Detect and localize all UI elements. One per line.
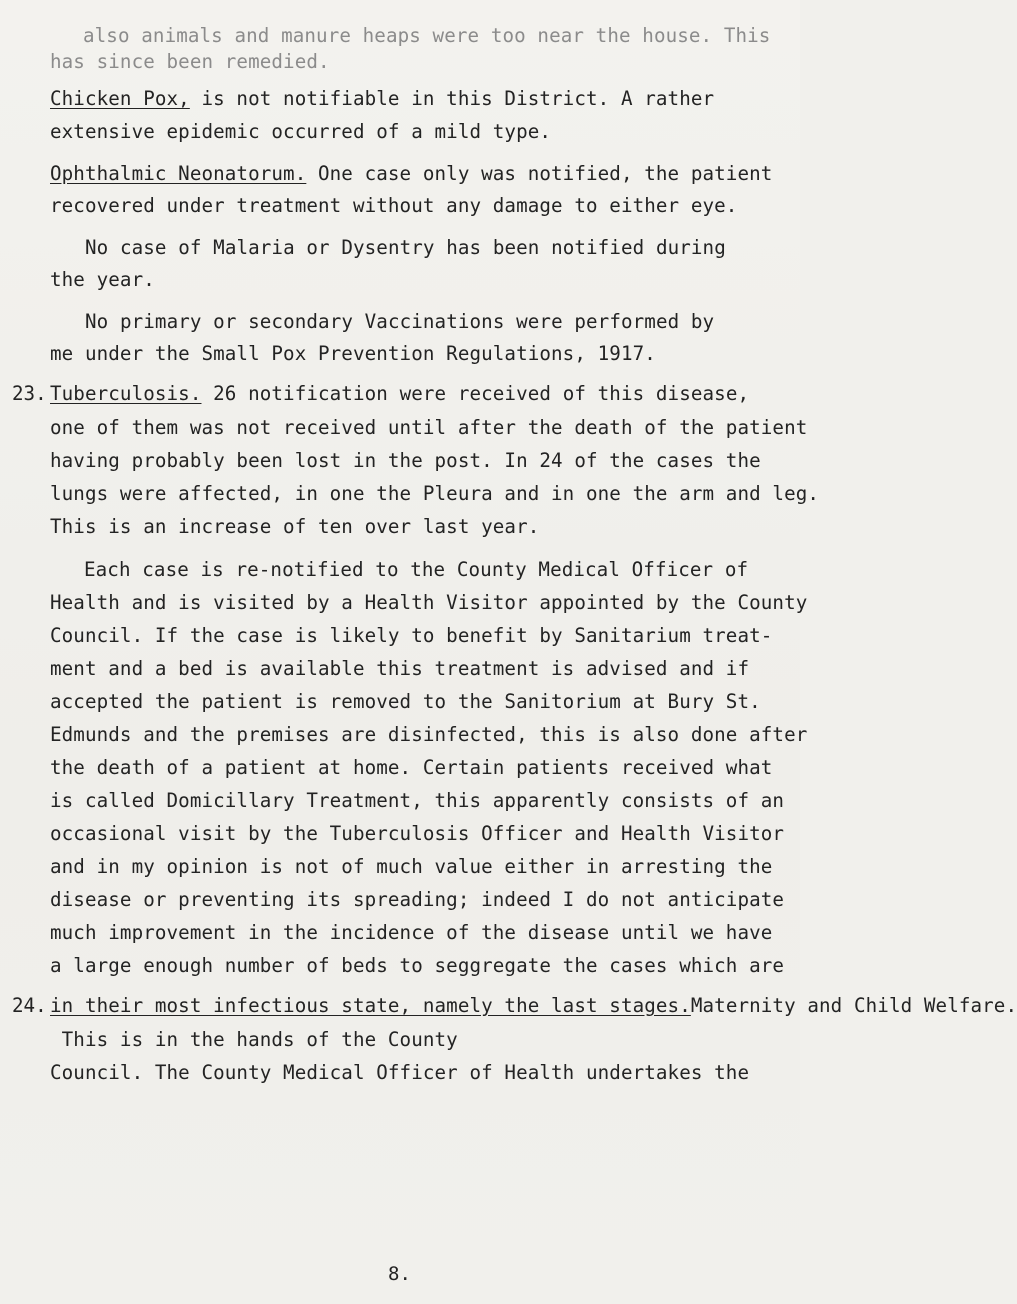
text-line: lungs were affected, in one the Pleura and in one the arm and leg. [50, 482, 820, 505]
text-line: Health and is visited by a Health Visitor appointed by the County [50, 591, 808, 614]
text-line: No case of Malaria or Dysentry has been notified during [85, 236, 726, 259]
text-line: ment and a bed is available this treatment is advised and if [50, 657, 750, 680]
text-line: No primary or secondary Vaccinations were performed by [85, 310, 715, 333]
text-line: is called Domicillary Treatment, this apparently consists of an [50, 789, 785, 812]
text-line: and in my opinion is not of much value either in arresting the [50, 855, 773, 878]
text-line: the year. [50, 268, 155, 291]
text-line: disease or preventing its spreading; indeed I do not anticipate [50, 888, 785, 911]
text-line: Council. The County Medical Officer of Health undertakes the [50, 1061, 750, 1084]
paragraph-chicken-pox [50, 87, 714, 111]
text-line: Each case is re-notified to the County Medical Officer of [84, 558, 749, 581]
section-number-24: 24. [12, 994, 47, 1017]
heading-ophthalmic-neonatorum: Ophthalmic Neonatorum. [50, 162, 307, 185]
text-line: This is in the hands of the County [50, 1028, 458, 1051]
text-line: Edmunds and the premises are disinfected, this is also done after [50, 723, 808, 746]
heading-chicken-pox: Chicken Pox, [50, 87, 190, 110]
text-line: has since been remedied. [50, 50, 330, 73]
heading-tuberculosis: Tuberculosis. [50, 382, 202, 405]
text-line: recovered under treatment without any damage to either eye. [50, 194, 738, 217]
text-line: much improvement in the incidence of the disease until we have [50, 921, 773, 944]
text-line: extensive epidemic occurred of a mild type. [50, 120, 552, 143]
paragraph-ophthalmic [50, 162, 772, 186]
text-line: also animals and manure heaps were too near the house. This [83, 24, 771, 47]
text-span: 26 notification were received of this disease, [201, 382, 750, 405]
paragraph-maternity [50, 994, 1017, 1018]
text-span: One case only was notified, the patient [306, 162, 773, 185]
text-line: This is an increase of ten over last year. [50, 515, 540, 538]
text-line: Council. If the case is likely to benefit by Sanitarium treat- [50, 624, 773, 647]
text-line: a large enough number of beds to seggregate the cases which are [50, 954, 785, 977]
text-line: one of them was not received until after the death of the patient [50, 416, 808, 439]
section-number-23: 23. [12, 382, 47, 405]
page-number: 8. [388, 1263, 411, 1285]
text-span: is not notifiable in this District. A rather [189, 87, 715, 110]
text-line: occasional visit by the Tuberculosis Officer and Health Visitor [50, 822, 785, 845]
text-line: me under the Small Pox Prevention Regulations, 1917. [50, 342, 656, 365]
paragraph-tuberculosis [50, 382, 749, 406]
text-line: the death of a patient at home. Certain patients received what [50, 756, 773, 779]
text-line: accepted the patient is removed to the Sanitorium at Bury St. [50, 690, 761, 713]
heading-maternity-child-welfare: in their most infectious state, namely the last stages. [50, 994, 691, 1017]
text-line: having probably been lost in the post. In 24 of the cases the [50, 449, 761, 472]
text-span: Maternity and Child Welfare. [690, 994, 1017, 1017]
